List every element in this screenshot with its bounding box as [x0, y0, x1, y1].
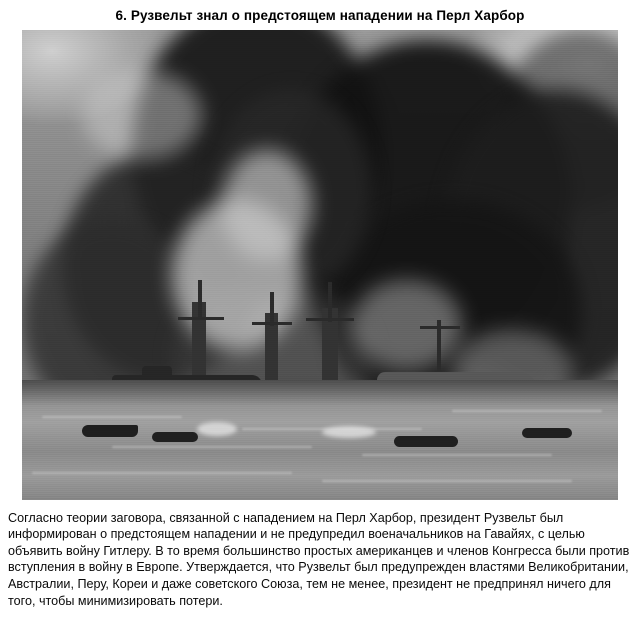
ship-crane-arm: [420, 326, 460, 329]
water-splash: [322, 426, 376, 438]
article-caption: Согласно теории заговора, связанной с нападением на Перл Харбор, президент Рузвельт был информирован о предстоящем нападении и не предупредил военачальников на Гавайях, с целью объявить войну Гитлеру. В то время большинство простых американцев и членов Конгресса были против вступления в войну в Европе. Утверждается, что Рузвельт был предупрежден властями Великобритании, Австралии, Перу, Кореи и даже советского Союза, тем не менее, президент не предпринял ничего для того, чтобы минимизировать потери.: [8, 510, 630, 608]
water-ripple: [32, 472, 292, 474]
ship-mast: [198, 280, 202, 320]
water-shadow: [22, 380, 618, 406]
water-ripple: [362, 454, 552, 456]
water-splash: [197, 422, 237, 436]
ship-yardarm: [252, 322, 292, 325]
water-ripple: [452, 410, 602, 412]
ship-mast: [328, 282, 332, 322]
steam-plume: [82, 70, 202, 160]
steam-plume: [352, 280, 462, 370]
water-ripple: [42, 416, 182, 418]
page-title: 6. Рузвельт знал о предстоящем нападении на Перл Харбор: [115, 8, 525, 23]
rescue-boat: [522, 428, 572, 438]
harbor-water: [22, 380, 618, 500]
rescue-boat: [394, 436, 458, 447]
water-ripple: [322, 480, 572, 482]
water-ripple: [112, 446, 312, 448]
ship-mast: [270, 292, 274, 326]
ship-yardarm: [306, 318, 354, 321]
photo-figure: [22, 30, 618, 500]
rescue-boat: [82, 425, 138, 437]
pearl-harbor-attack-photo: [22, 30, 618, 500]
ship-crane: [437, 320, 441, 380]
ship-yardarm: [178, 317, 224, 320]
rescue-boat: [152, 432, 198, 442]
